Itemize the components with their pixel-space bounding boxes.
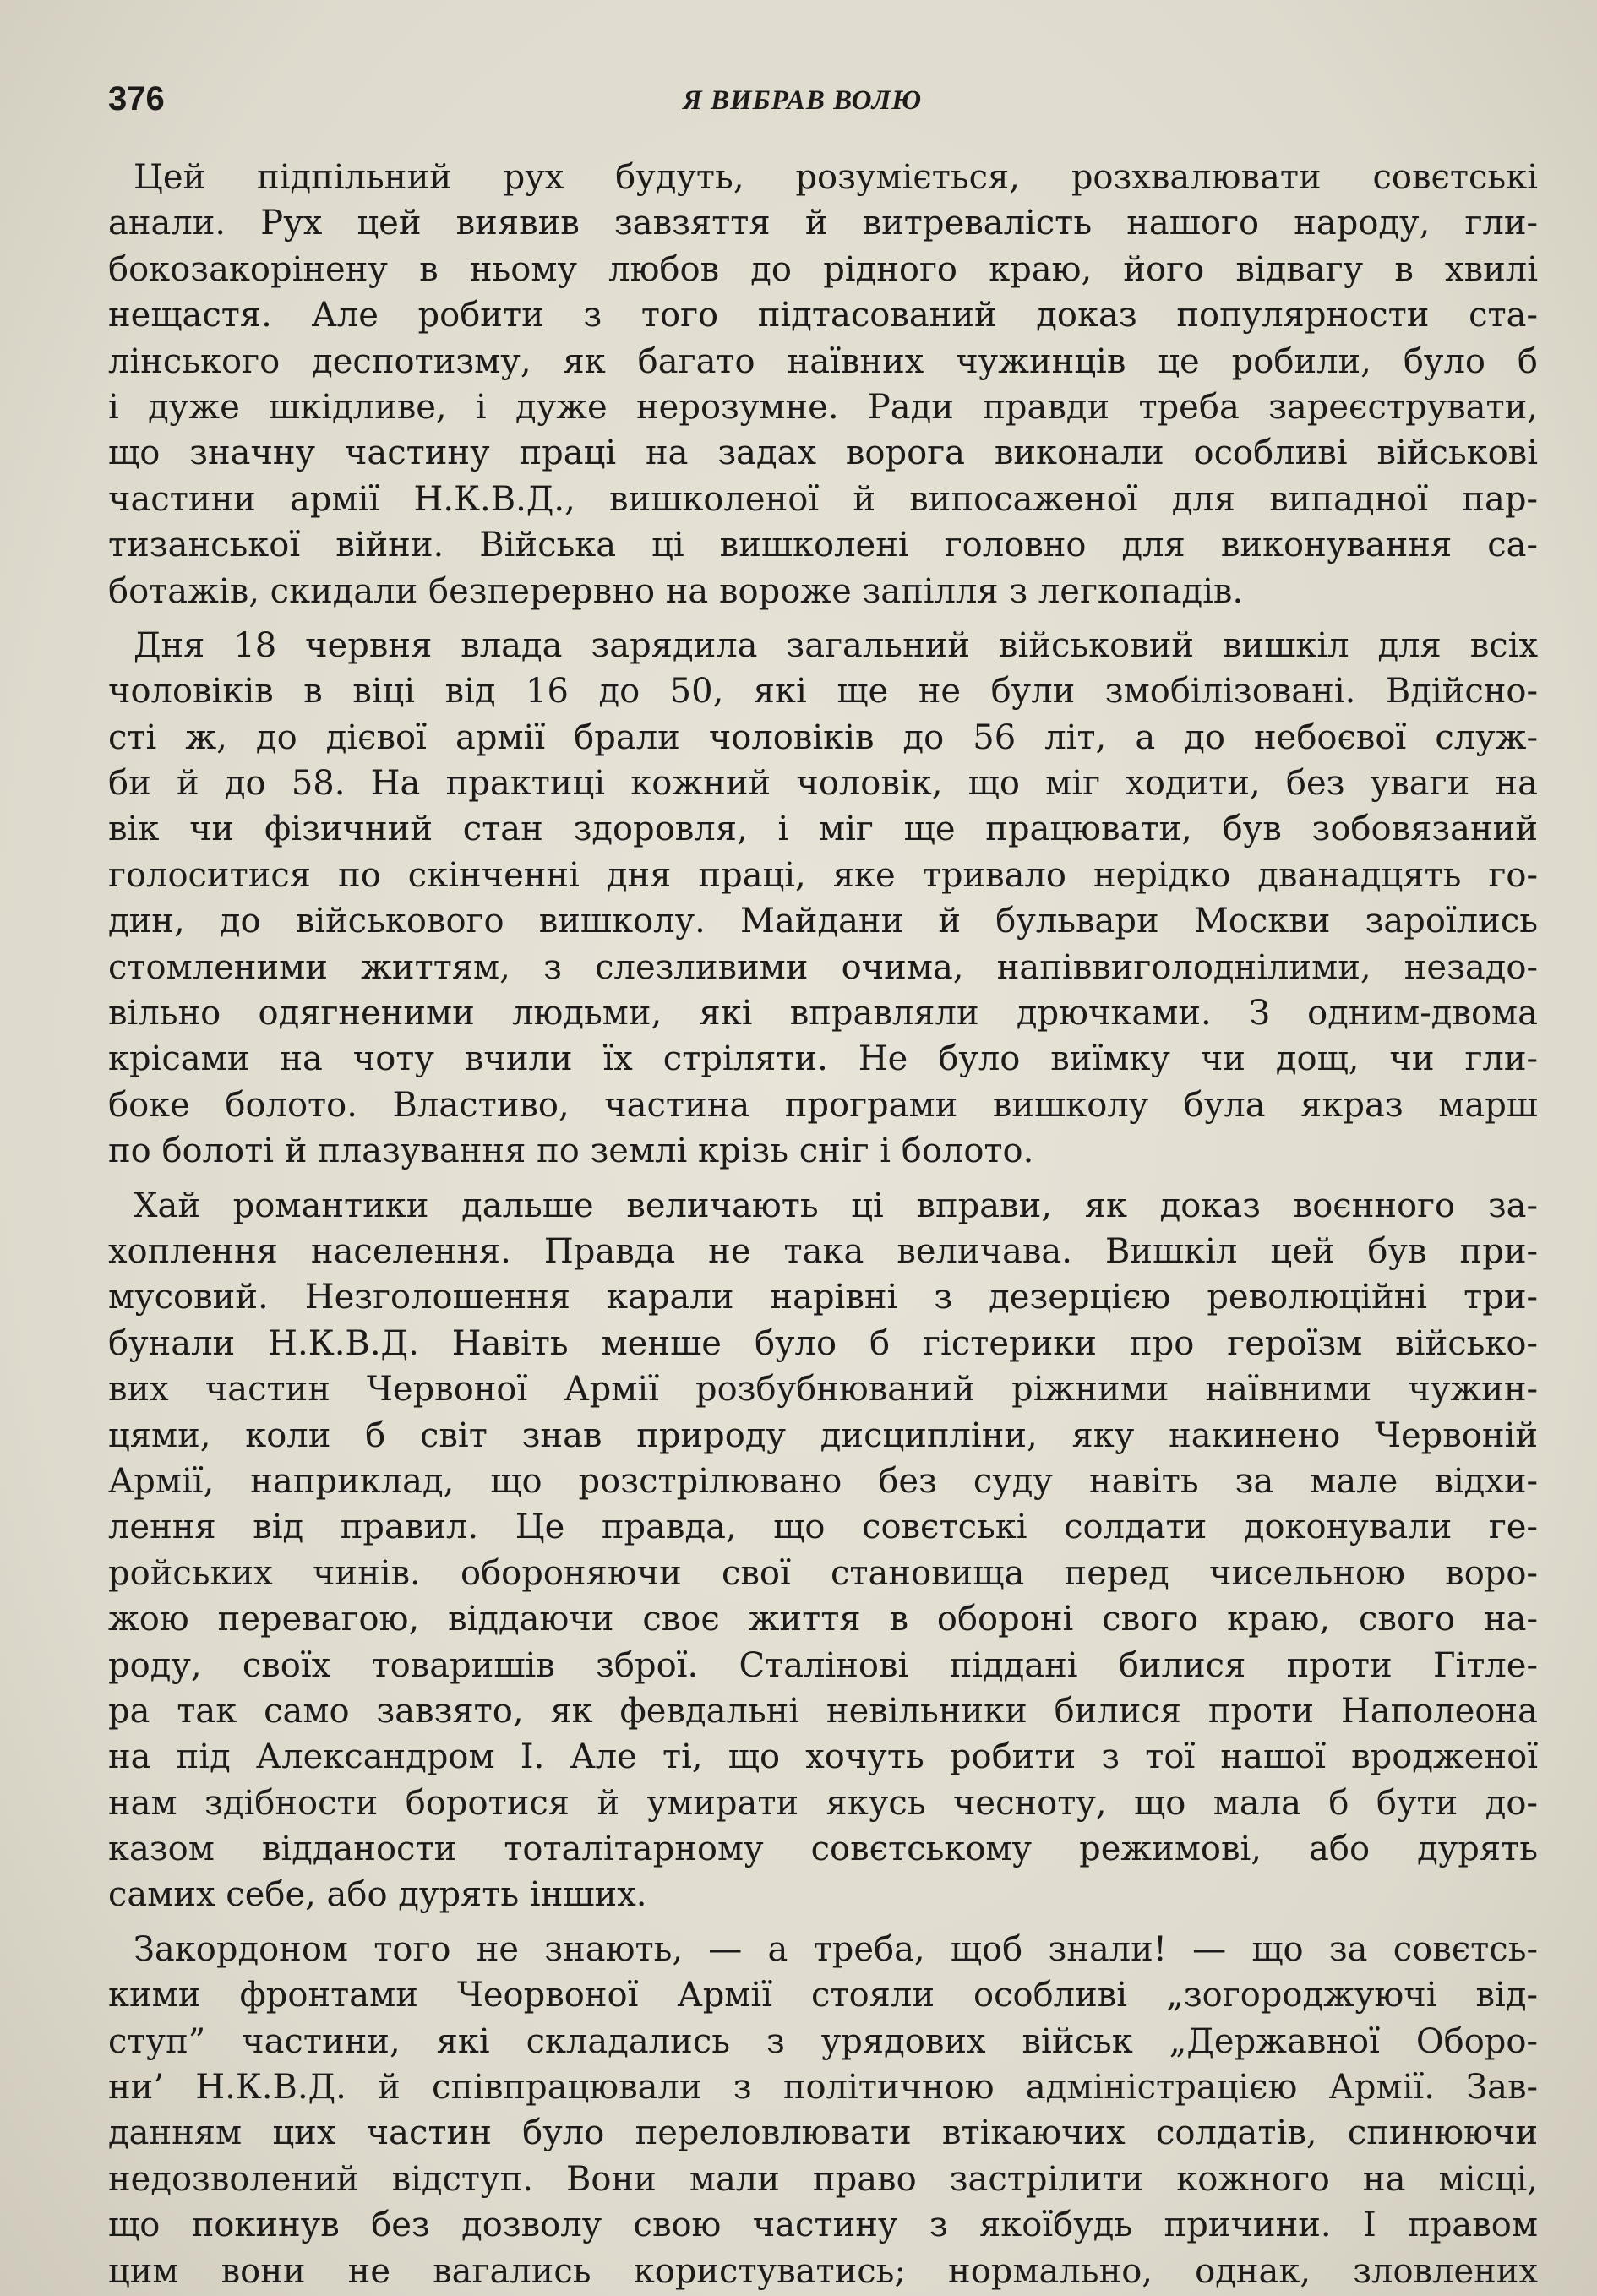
text-line: частини армії Н.К.В.Д., вишколеної й випосаженої для випадної пар- [108,479,1538,519]
text-line: лінського деспотизму, як багато наївних чужинців це робили, було б [108,341,1538,381]
text-line: кими фронтами Чеорвоної Армії стояли особливі „зогороджуючі від- [108,1976,1538,2015]
text-line: дин, до військового вишколу. Майдани й бульвари Москви зароїлись [108,902,1538,941]
text-line: стомленими життям, з слезливими очима, напіввиголоднілими, незадо- [108,947,1538,987]
text-line: Армії, наприклад, що розстрілювано без суду навіть за мале відхи- [108,1461,1538,1501]
text-line: нещастя. Але робити з того підтасований доказ популярности ста- [108,296,1538,335]
text-line: ботажів, скидали безперервно на вороже запілля з легкопадів. [108,571,1244,611]
text-line: вих частин Червоної Армії розбубнюваний ріжними наївними чужин- [108,1370,1538,1410]
text-line: голоситися по скінченні дня праці, яке тривало нерідко дванадцять го- [108,855,1538,895]
running-head [108,80,1538,131]
text-line: вільно одягненими людьми, які вправляли дрючками. З одним-двома [108,994,1538,1033]
text-line: боке болото. Властиво, частина програми вишколу була якраз марш [108,1085,1538,1125]
text-line: чоловіків в віці від 16 до 50, які ще не були змобілізовані. Вдійсно- [108,672,1538,712]
running-title: Я ВИБРАВ ВОЛЮ [683,85,923,116]
text-line: Дня 18 червня влада зарядила загальний військовий вишкіл для всіх [134,625,1538,665]
body-text [108,155,1538,2294]
text-line: ра так само завзято, як февдальні невільники билися проти Наполеона [108,1691,1538,1731]
text-line: жою перевагою, віддаючи своє життя в обороні свого краю, свого на- [108,1600,1538,1639]
text-line: анали. Рух цей виявив завзяття й витреваліcть нашого народу, гли- [108,204,1538,243]
text-line: на під Александром І. Але ті, що хочуть робити з тої нашої вродженої [108,1737,1538,1777]
text-line: роду, своїх товаришів зброї. Сталінові піддані билися проти Гітле- [108,1645,1538,1685]
paragraph [108,623,1538,1175]
text-line: крісами на чоту вчили їх стріляти. Не було виїмку чи дощ, чи гли- [108,1039,1538,1079]
text-line: і дуже шкідливе, і дуже нерозумне. Ради правди треба зареєструвати, [108,387,1538,427]
text-line: казом відданости тоталітарному совєтському режимові, або дурять [108,1830,1538,1869]
text-line: цями, коли б світ знав природу дисципліни, яку накинено Червоній [108,1415,1538,1455]
text-line: Цей підпільний рух будуть, розуміється, розхвалювати совєтські [134,158,1538,197]
paragraph [108,1927,1538,2294]
paragraph [108,155,1538,614]
text-line: мусовий. Незголошення карали нарівні з дезерцією революційні три- [108,1278,1538,1317]
text-line: лення від правил. Це правда, що совєтські солдати доконували ге- [108,1508,1538,1547]
text-line: ни’ Н.К.В.Д. й співпрацювали з політичною адміністрацією Армії. Зав- [108,2068,1538,2108]
text-line: вік чи фізичний стан здоровля, і міг ще працювати, був зобовязаний [108,810,1538,849]
text-line: по болоті й плазування по землі крізь сніг і болото. [108,1132,1034,1171]
text-line: сті ж, до дієвої армії брали чоловіків до 56 літ, а до небоєвої служ- [108,717,1538,757]
paragraph [108,1183,1538,1918]
text-line: данням цих частин було переловлювати втікаючих солдатів, спинюючи [108,2113,1538,2153]
text-line: тизанської війни. Війська ці вишколені головно для виконування са- [108,526,1538,565]
text-line: недозволений відступ. Вони мали право застрілити кожного на місці, [108,2159,1538,2199]
text-line: нам здібности боротися й умирати якусь чесноту, що мала б бути до- [108,1783,1538,1823]
text-line: самих себе, або дурять інших. [108,1875,647,1915]
text-line: би й до 58. На практиці кожний чоловік, що міг ходити, без уваги на [108,764,1538,804]
text-line: Хай романтики дальше величають ці вправи, як доказ воєнного за- [134,1186,1538,1225]
text-line: цим вони не вагались користуватись; нормально, однак, зловлених [108,2251,1538,2291]
text-line: що значну частину праці на задах ворога виконали особливі військові [108,434,1538,473]
text-line: ступ” частини, які складались з урядових військ „Державної Оборо- [108,2021,1538,2061]
text-line: бокозакорінену в ньому любов до рідного краю, його відвагу в хвилі [108,249,1538,289]
text-line: хоплення населення. Правда не така величава. Вишкіл цей був при- [108,1231,1538,1271]
text-line: що покинув без дозволу свою частину з якоїбудь причини. І правом [108,2206,1538,2245]
page-number: 376 [108,80,165,117]
text-line: Закордоном того не знають, — а треба, щоб знали! — що за совєтсь- [134,1929,1538,1969]
text-line: бунали Н.К.В.Д. Навіть менше було б гістерики про героїзм військо- [108,1323,1538,1363]
text-line: ройських чинів. обороняючи свої становища перед чисельною воро- [108,1553,1538,1593]
